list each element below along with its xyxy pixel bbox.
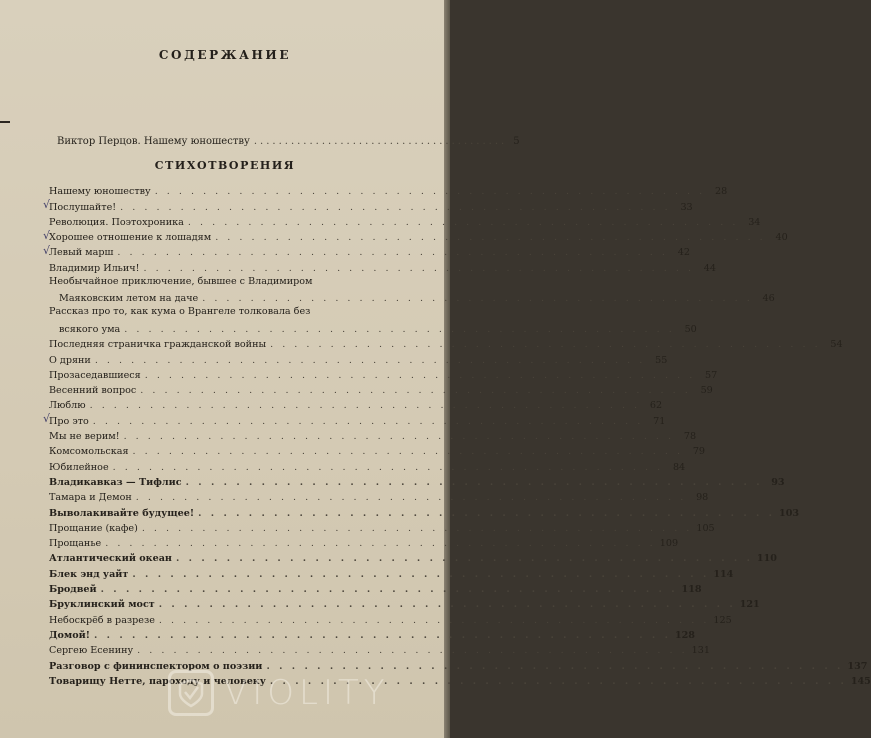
toc-entry-title: Тамара и Демон bbox=[49, 492, 132, 504]
toc-entry-page: 103 bbox=[779, 507, 800, 519]
dot-leader: . . . . . . . . . . . . . . . . . . . . . . . . . . . . . . . . . . . . . . . . . . . . . . bbox=[215, 232, 766, 244]
handwritten-check-icon: √ bbox=[43, 198, 51, 211]
toc-entry-title: Разговор с фининспектором о поэзии bbox=[49, 660, 263, 672]
toc-entry bbox=[49, 351, 668, 366]
toc-entry bbox=[49, 428, 697, 443]
toc-entry-title: Послушайте! bbox=[49, 201, 117, 213]
toc-entry bbox=[49, 535, 679, 550]
toc-entry-page: 50 bbox=[684, 323, 697, 335]
toc-entry bbox=[49, 504, 800, 519]
toc-entry-page: 54 bbox=[830, 339, 843, 351]
toc-entry-page: 34 bbox=[748, 216, 761, 228]
toc-entry-page: 121 bbox=[739, 599, 760, 611]
shield-check-icon bbox=[176, 678, 206, 708]
intro-page: 5 bbox=[513, 136, 520, 147]
toc-entry-title: Левый марш bbox=[49, 247, 114, 259]
dot-leader: . . . . . . . . . . . . . . . . . . . . . . . . . . . . . . . . . . . . . . . . . . . . . . bbox=[202, 293, 753, 305]
toc-entry-title: Прощанье bbox=[49, 538, 102, 550]
watermark-text: VIOLITY bbox=[224, 673, 390, 713]
dot-leader: . . . . . . . . . . . . . . . . . . . . . . . . . . . . . . . . . . . . . . . . . . . . . . bbox=[266, 660, 844, 672]
toc-entry-title: Владимир Ильич! bbox=[49, 262, 140, 274]
toc-entry-title: Прощание (кафе) bbox=[49, 522, 138, 534]
dot-leader: . . . . . . . . . . . . . . . . . . . . . . . . . . . . . . . . . . . . . . . . . . . . . . bbox=[117, 247, 668, 259]
toc-entry-page: 44 bbox=[703, 262, 717, 274]
dot-leader: . . . . . . . . . . . . . . . . . . . . . . . . . . . . . . . . . . . . . . . . . . . . . . bbox=[120, 201, 671, 213]
toc-entry-title: Выволакивайте будущее! bbox=[49, 507, 195, 519]
toc-entry bbox=[49, 259, 717, 274]
dot-leader: . . . . . . . . . . . . . . . . . . . . . . . . . . . . . . . . . . . . . . . . . . . . . . bbox=[92, 415, 644, 427]
dot-leader: . . . . . . . . . . . . . . . . . . . . . . . . . . . . . . . . . . . . . . . . . . . . . . bbox=[89, 400, 641, 412]
toc-entry bbox=[49, 611, 732, 626]
toc-entry-title: Небоскрёб в разрезе bbox=[49, 614, 155, 626]
toc-entry-title: Революция. Поэтохроника bbox=[49, 216, 184, 228]
toc-entry bbox=[49, 489, 709, 504]
toc-entry-title: О дряни bbox=[49, 354, 91, 366]
dot-leader: . . . . . . . . . . . . . . . . . . . . . . . . . . . . . . . . . . . . . . . . . . . . . . bbox=[269, 675, 847, 687]
toc-entry bbox=[49, 642, 710, 657]
dot-leader: . . . . . . . . . . . . . . . . . . . . . . . . . . . . . . . . . . . . . . . . . . . . . . bbox=[143, 262, 695, 274]
toc-entry-page: 79 bbox=[692, 446, 706, 458]
dot-leader: . . . . . . . . . . . . . . . . . . . . . . . . . . . . . . . . . . . . . . . . . . . . . . bbox=[198, 507, 776, 519]
dot-leader: ......................................... bbox=[253, 136, 508, 147]
dot-leader: . . . . . . . . . . . . . . . . . . . . . . . . . . . . . . . . . . . . . . . . . . . . . . bbox=[100, 584, 678, 596]
toc-entry bbox=[49, 474, 785, 489]
toc-entry-page: 62 bbox=[649, 400, 663, 412]
toc-entry-title-cont: всякого ума bbox=[59, 323, 121, 335]
toc-entry-title: Домой! bbox=[49, 629, 90, 641]
dot-leader: . . . . . . . . . . . . . . . . . . . . . . . . . . . . . . . . . . . . . . . . . . . . . . bbox=[187, 216, 739, 228]
toc-entry-page: 114 bbox=[713, 568, 734, 580]
toc-entry-page: 98 bbox=[696, 492, 709, 504]
toc-entry-page: 57 bbox=[705, 369, 718, 381]
intro-entry bbox=[57, 136, 520, 147]
toc-heading: СОДЕРЖАНИЕ bbox=[158, 48, 292, 62]
toc-entry-title: Прозаседавшиеся bbox=[49, 369, 141, 381]
handwritten-check-icon: √ bbox=[43, 244, 51, 257]
dot-leader: . . . . . . . . . . . . . . . . . . . . . . . . . . . . . . . . . . . . . . . . . . . . . . bbox=[270, 339, 821, 351]
toc-entry bbox=[49, 367, 718, 382]
watermark-logo-icon bbox=[168, 670, 214, 716]
toc-entry-title: Атлантический океан bbox=[49, 553, 172, 565]
toc-entry bbox=[49, 305, 697, 336]
toc-entry bbox=[49, 412, 666, 427]
dot-leader: . . . . . . . . . . . . . . . . . . . . . . . . . . . . . . . . . . . . . . . . . . . . . . bbox=[140, 385, 691, 397]
toc-entry bbox=[49, 520, 715, 535]
toc-entry bbox=[49, 214, 761, 229]
toc-entry-page: 128 bbox=[674, 629, 695, 641]
toc-entry bbox=[49, 458, 686, 473]
dot-leader: . . . . . . . . . . . . . . . . . . . . . . . . . . . . . . . . . . . . . . . . . . . . . . bbox=[141, 522, 693, 534]
toc-entry bbox=[49, 397, 663, 412]
toc-entry-title: Весенний вопрос bbox=[49, 385, 137, 397]
toc-entry bbox=[49, 443, 706, 458]
dot-leader: . . . . . . . . . . . . . . . . . . . . . . . . . . . . . . . . . . . . . . . . . . . . . . bbox=[132, 446, 684, 458]
dot-leader: . . . . . . . . . . . . . . . . . . . . . . . . . . . . . . . . . . . . . . . . . . . . . . bbox=[158, 599, 736, 611]
toc-entry-page: 131 bbox=[691, 645, 710, 657]
toc-entry bbox=[49, 581, 702, 596]
toc-entry bbox=[49, 336, 843, 351]
dot-leader: . . . . . . . . . . . . . . . . . . . . . . . . . . . . . . . . . . . . . . . . . . . . . . bbox=[132, 568, 710, 580]
toc-entry bbox=[49, 596, 760, 611]
toc-entry-title: Юбилейное bbox=[49, 461, 109, 473]
toc-entry-page: 84 bbox=[672, 461, 686, 473]
watermark bbox=[168, 667, 438, 719]
toc-entry-title: Последняя страничка гражданской войны bbox=[49, 339, 267, 351]
toc-entry-title: Хорошее отношение к лошадям bbox=[49, 232, 212, 244]
section-heading: СТИХОТВОРЕНИЯ bbox=[154, 159, 296, 172]
intro-title: Виктор Перцов. Нашему юношеству bbox=[57, 136, 250, 147]
toc-entry-page: 145 bbox=[850, 675, 871, 687]
dot-leader: . . . . . . . . . . . . . . . . . . . . . . . . . . . . . . . . . . . . . . . . . . . . . . bbox=[94, 629, 671, 641]
toc-entry-title: Бродвей bbox=[49, 584, 97, 596]
toc-entry bbox=[49, 550, 777, 565]
handwritten-check-icon: √ bbox=[43, 412, 51, 425]
dot-leader: . . . . . . . . . . . . . . . . . . . . . . . . . . . . . . . . . . . . . . . . . . . . . . bbox=[144, 369, 696, 381]
dot-leader: . . . . . . . . . . . . . . . . . . . . . . . . . . . . . . . . . . . . . . . . . . . . . . bbox=[112, 461, 664, 473]
toc-entry-title: Блек энд уайт bbox=[49, 568, 129, 580]
dot-leader: . . . . . . . . . . . . . . . . . . . . . . . . . . . . . . . . . . . . . . . . . . . . . . bbox=[105, 538, 656, 550]
toc-entry-page: 59 bbox=[700, 385, 713, 397]
toc-entry-page: 110 bbox=[756, 553, 777, 565]
toc-entry-title: Товарищу Нетте, пароходу и человеку bbox=[49, 675, 266, 687]
toc-entry-page: 42 bbox=[677, 247, 690, 259]
toc-entry bbox=[49, 244, 690, 259]
margin-dash bbox=[0, 121, 10, 123]
toc-entry-title: Нашему юношеству bbox=[49, 186, 151, 198]
toc-entry-title: Сергею Есенину bbox=[49, 645, 134, 657]
toc-entry bbox=[49, 183, 728, 198]
toc-entry-page: 93 bbox=[771, 476, 785, 488]
handwritten-check-icon: √ bbox=[43, 229, 51, 242]
toc-entry-page: 46 bbox=[762, 293, 775, 305]
dot-leader: . . . . . . . . . . . . . . . . . . . . . . . . . . . . . . . . . . . . . . . . . . . . . . bbox=[175, 553, 753, 565]
toc-entry-title: Владикавказ — Тифлис bbox=[49, 476, 182, 488]
toc-entry-page: 118 bbox=[681, 584, 702, 596]
toc-entry-page: 55 bbox=[655, 354, 668, 366]
toc-entry-page: 125 bbox=[713, 614, 732, 626]
toc-entry-page: 71 bbox=[653, 415, 666, 427]
toc-entry-page: 78 bbox=[683, 431, 697, 443]
toc-entry-title: Комсомольская bbox=[49, 446, 129, 458]
toc-entry-page: 28 bbox=[714, 186, 728, 198]
dot-leader: . . . . . . . . . . . . . . . . . . . . . . . . . . . . . . . . . . . . . . . . . . . . . . bbox=[158, 614, 710, 626]
dot-leader: . . . . . . . . . . . . . . . . . . . . . . . . . . . . . . . . . . . . . . . . . . . . . . bbox=[123, 431, 675, 443]
dot-leader: . . . . . . . . . . . . . . . . . . . . . . . . . . . . . . . . . . . . . . . . . . . . . . bbox=[185, 476, 763, 488]
toc-entry-title: Мы не верим! bbox=[49, 431, 120, 443]
toc-entry-page: 105 bbox=[696, 522, 715, 534]
toc-entry bbox=[49, 198, 693, 213]
dot-leader: . . . . . . . . . . . . . . . . . . . . . . . . . . . . . . . . . . . . . . . . . . . . . . bbox=[124, 323, 675, 335]
toc-entry bbox=[49, 627, 695, 642]
toc-entry-title: Бруклинский мост bbox=[49, 599, 155, 611]
toc-list bbox=[49, 183, 871, 688]
toc-entry bbox=[49, 382, 713, 397]
toc-entry-page: 33 bbox=[680, 201, 693, 213]
dot-leader: . . . . . . . . . . . . . . . . . . . . . . . . . . . . . . . . . . . . . . . . . . . . . . bbox=[154, 186, 706, 198]
dot-leader: . . . . . . . . . . . . . . . . . . . . . . . . . . . . . . . . . . . . . . . . . . . . . . bbox=[94, 354, 646, 366]
toc-entry-page: 40 bbox=[775, 232, 788, 244]
dot-leader: . . . . . . . . . . . . . . . . . . . . . . . . . . . . . . . . . . . . . . . . . . . . . . bbox=[137, 645, 688, 657]
toc-entry-page: 109 bbox=[659, 538, 679, 550]
toc-entry-title: Необычайное приключение, бывшее с Владимиром bbox=[49, 275, 313, 287]
toc-entry-title-cont: Маяковским летом на даче bbox=[59, 293, 199, 305]
toc-entry-title: Про это bbox=[49, 415, 89, 427]
dot-leader: . . . . . . . . . . . . . . . . . . . . . . . . . . . . . . . . . . . . . . . . . . . . . . bbox=[135, 492, 687, 504]
toc-entry-title: Рассказ про то, как кума о Врангеле толковала без bbox=[49, 306, 311, 318]
toc-entry-title: Люблю bbox=[49, 400, 86, 412]
toc-entry-page: 137 bbox=[847, 660, 868, 672]
toc-entry bbox=[49, 565, 734, 580]
toc-entry bbox=[49, 275, 775, 306]
toc-entry bbox=[49, 229, 788, 244]
